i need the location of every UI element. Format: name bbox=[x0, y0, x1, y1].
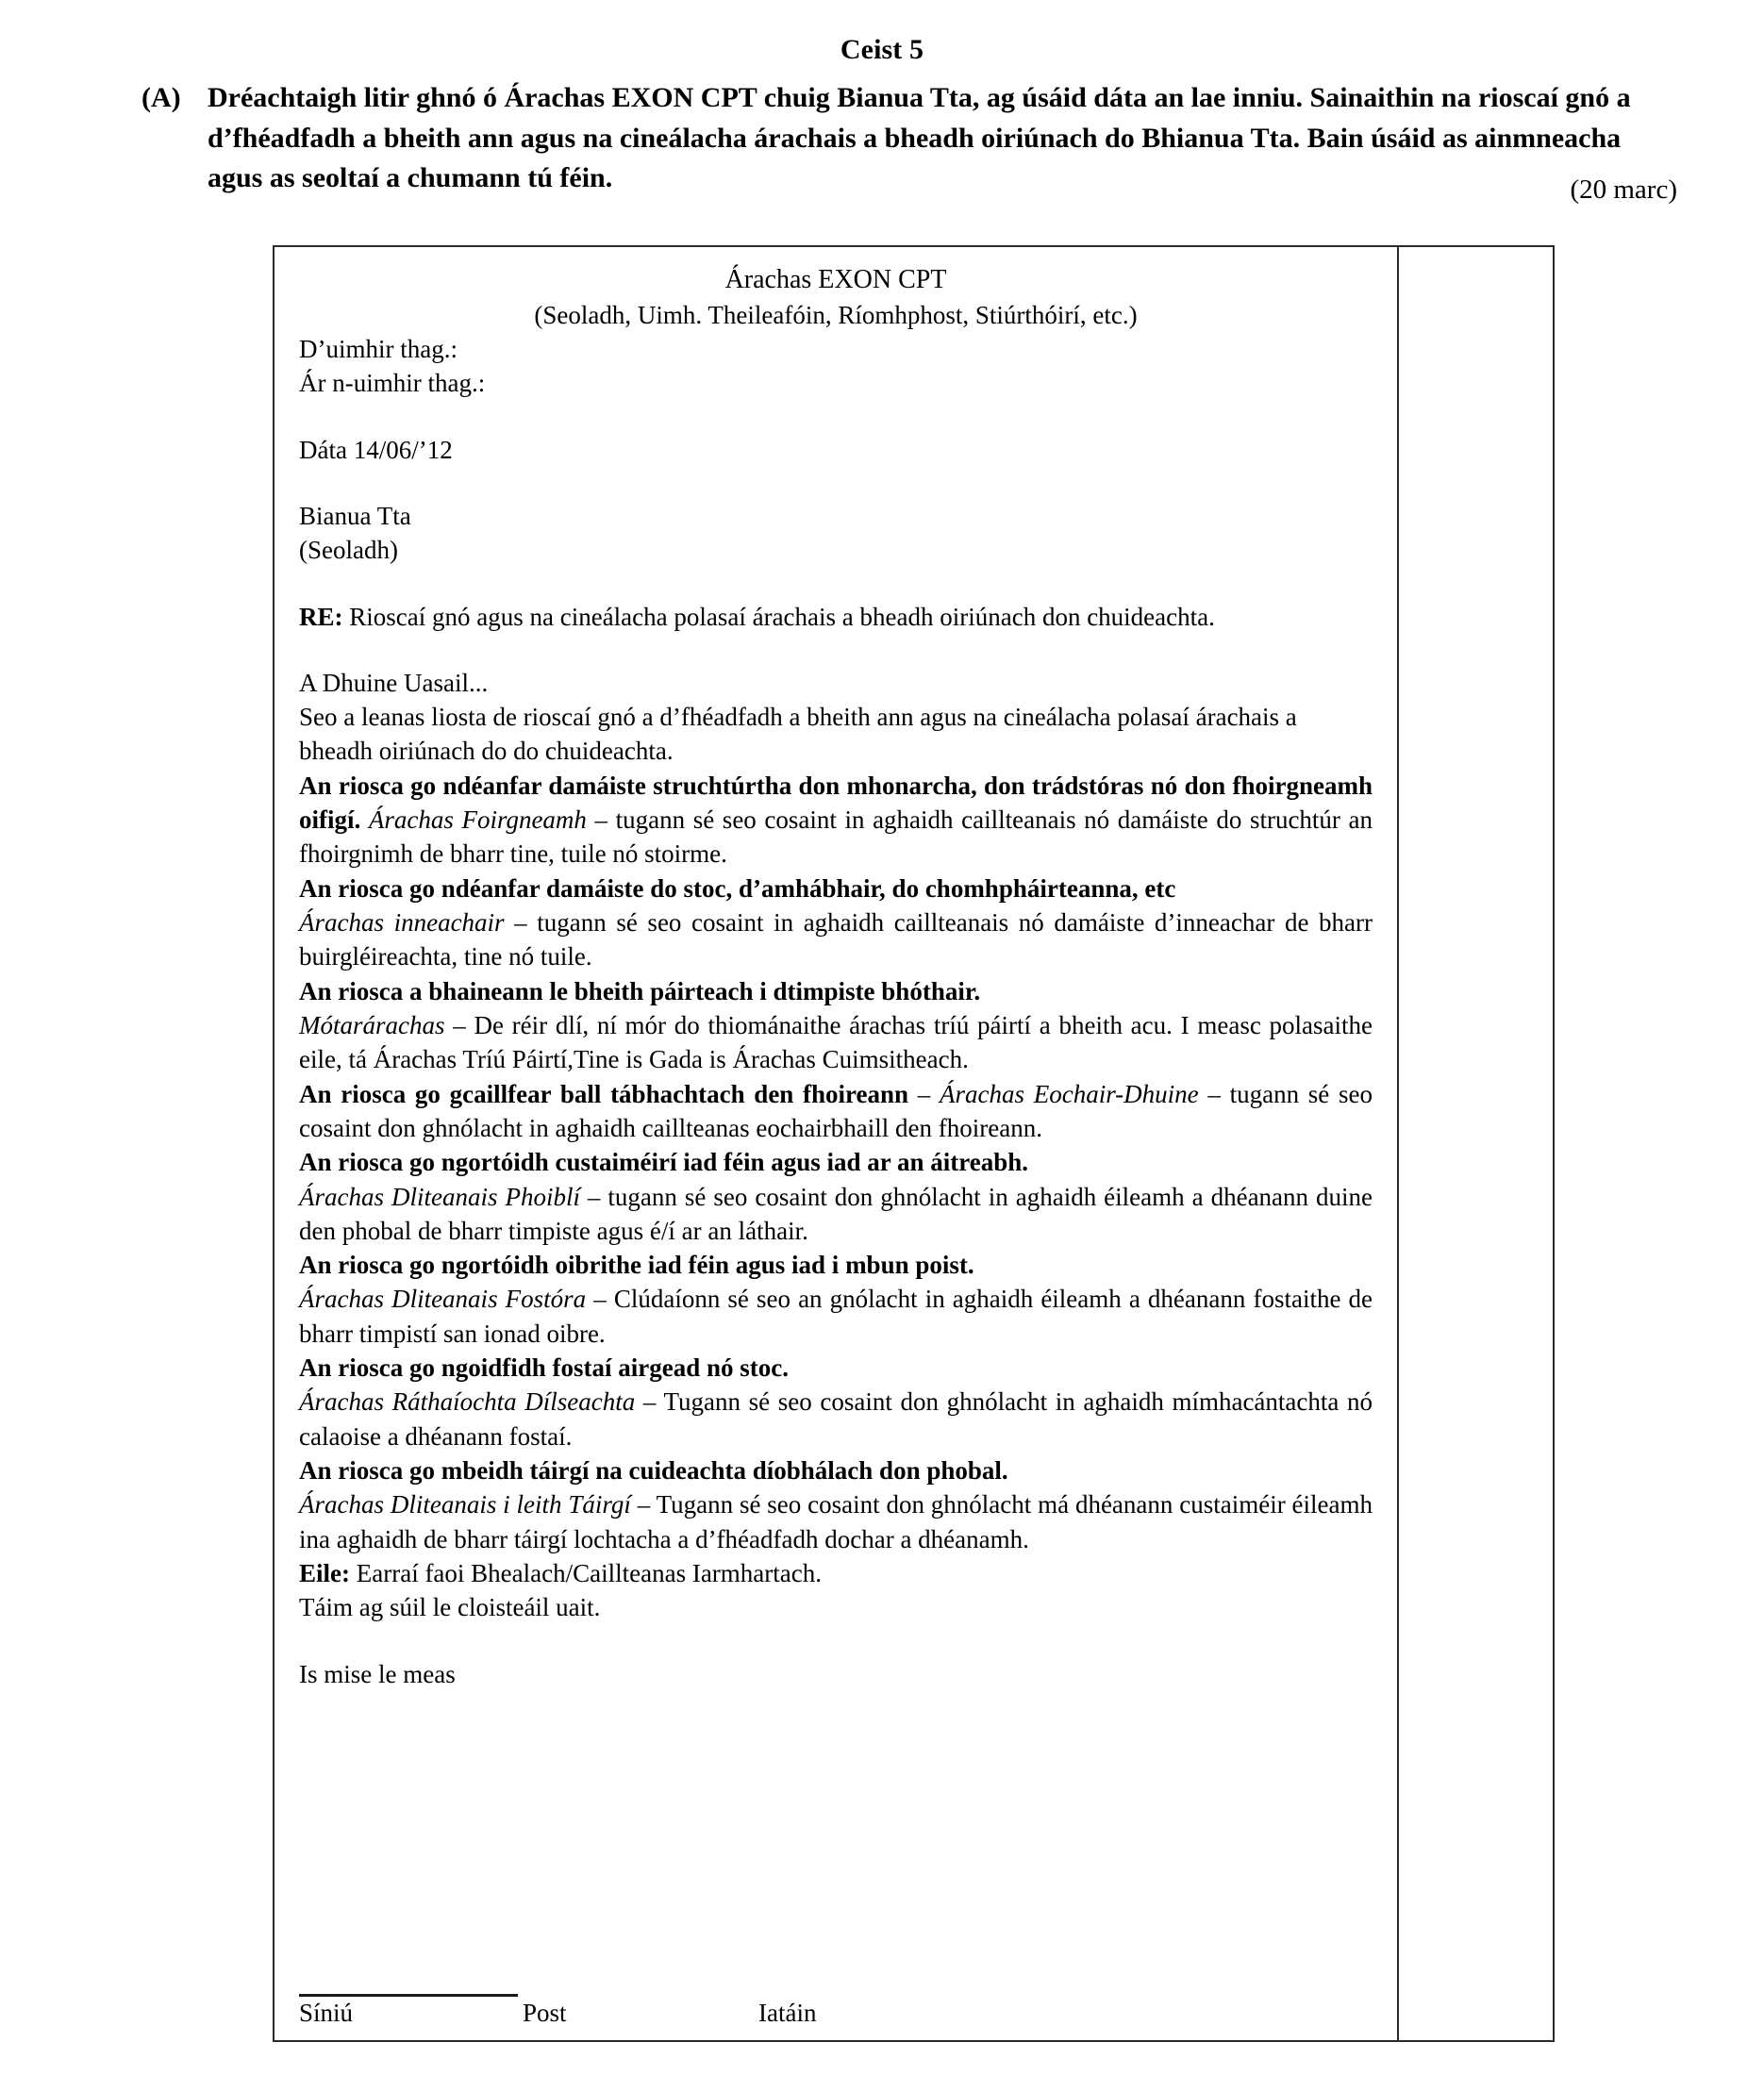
letter-date: Dáta 14/06/’12 bbox=[299, 435, 453, 464]
spacer bbox=[299, 1625, 1373, 1657]
other-label: Eile: bbox=[299, 1558, 350, 1587]
risk-heading: An riosca go ndéanfar damáiste struchtúrtha don mhonarcha, don trádstóras nó don fhoirgneamh oifigí. bbox=[299, 771, 1373, 835]
policy-description: – Clúdaíonn sé seo an gnólacht in aghaidh éileamh a dhéanann fostaithe de bharr timpistí san ionad oibre. bbox=[299, 1285, 1373, 1348]
business-letter bbox=[299, 262, 1373, 1691]
your-reference: D’uimhir thag.: bbox=[299, 334, 458, 363]
salutation: A Dhuine Uasail... bbox=[299, 668, 489, 697]
recipient-name: Bianua Tta bbox=[299, 501, 411, 530]
risk-heading: An riosca go mbeidh táirgí na cuideachta díobhálach don phobal. bbox=[299, 1456, 1008, 1486]
risk-heading: An riosca go ngortóidh oibrithe iad féin agus iad i mbun poist. bbox=[299, 1251, 974, 1280]
policy-description: – tugann sé seo cosaint in aghaidh caillteanais nó damáiste do struchtúr an fhoirgnimh de bharr tine, tuile nó stoirme. bbox=[299, 805, 1373, 869]
policy-description: – tugann sé seo cosaint in aghaidh caillteanais nó damáiste d’inneachar de bharr buirgléireachta, tine nó tuile. bbox=[299, 908, 1373, 971]
risk-heading: An riosca go ngortóidh custaiméirí iad féin agus iad ar an áitreabh. bbox=[299, 1148, 1029, 1177]
question-block bbox=[0, 78, 1764, 199]
other-risks-line bbox=[299, 1556, 1373, 1590]
policy-name: Árachas Ráthaíochta Dílseachta bbox=[299, 1387, 636, 1417]
policy-description: – Tugann sé seo cosaint don ghnólacht in aghaidh mímhacántachta nó calaoise a dhéanann fostaí. bbox=[299, 1387, 1373, 1451]
answer-column bbox=[275, 247, 1399, 2040]
our-reference: Ár n-uimhir thag.: bbox=[299, 369, 486, 398]
risk-heading: An riosca go gcaillfear ball tábhachtach den fhoireann bbox=[299, 1079, 909, 1108]
signature-rule bbox=[299, 1994, 518, 1997]
policy-name: Árachas Dliteanais Phoiblí bbox=[299, 1182, 580, 1211]
policy-name: Árachas inneachair bbox=[299, 908, 505, 938]
policy-description: – De réir dlí, ní mór do thiománaithe árachas tríú páirtí a bheith acu. I measc polasaithe eile, tá Árachas Tríú Páirtí,Tine is Gada is Árachas Cuimsitheach. bbox=[299, 1010, 1373, 1074]
subject-line bbox=[299, 600, 1373, 634]
signature-block bbox=[299, 1994, 1337, 2033]
policy-name: Mótarárachas bbox=[299, 1010, 445, 1039]
risk-item bbox=[299, 872, 1373, 974]
risk-heading: An riosca go ndéanfar damáiste do stoc, d’amhábhair, do chomhpháirteanna, etc bbox=[299, 873, 1176, 903]
spacer bbox=[299, 634, 1373, 666]
intro-paragraph: Seo a leanas liosta de rioscaí gnó a d’fhéadfadh a bheith ann agus na cineálacha polasaí árachais a bheadh oiriúnach do do chuideachta. bbox=[299, 703, 1297, 766]
signature-label: Síniú bbox=[299, 1999, 354, 2027]
subject-label: RE: bbox=[299, 602, 343, 631]
risk-item bbox=[299, 974, 1373, 1077]
sign-off: Is mise le meas bbox=[299, 1659, 456, 1688]
spacer bbox=[299, 467, 1373, 499]
risk-item bbox=[299, 1351, 1373, 1453]
risk-item bbox=[299, 1453, 1373, 1556]
spacer bbox=[299, 401, 1373, 433]
signature-labels-row bbox=[299, 1999, 1337, 2033]
policy-name: Árachas Foirgneamh bbox=[368, 805, 587, 835]
subject-text: Rioscaí gnó agus na cineálacha polasaí árachais a bheadh oiriúnach don chuideachta. bbox=[342, 602, 1215, 631]
spacer bbox=[299, 568, 1373, 600]
question-part-letter: (A) bbox=[141, 82, 181, 113]
other-text: Earraí faoi Bhealach/Caillteanas Iarmhartach. bbox=[350, 1558, 822, 1587]
marks-allocation: (20 marc) bbox=[1570, 174, 1677, 205]
policy-name: Árachas Dliteanais i leith Táirgí bbox=[299, 1490, 631, 1519]
answer-table bbox=[273, 245, 1555, 2042]
risk-item: An riosca go gcaillfear ball tábhachtach den fhoireann – Árachas Eochair-Dhuine – tugann sé seo cosaint don ghnólacht in aghaidh caillteanas eochairbhaill den fhoireann. bbox=[299, 1079, 1373, 1142]
enclosures-label: Iatáin bbox=[758, 1999, 817, 2027]
letterhead-company-details: (Seoladh, Uimh. Theileafóin, Ríomhphost, Stiúrthóirí, etc.) bbox=[534, 300, 1138, 329]
post-label: Post bbox=[523, 1999, 567, 2027]
letterhead-company-name: Árachas EXON CPT bbox=[724, 265, 947, 294]
policy-description: – tugann sé seo cosaint don ghnólacht in aghaidh caillteanas eochairbhaill den fhoireann. bbox=[299, 1079, 1373, 1142]
policy-name: Árachas Eochair-Dhuine bbox=[940, 1079, 1199, 1108]
policy-description: – tugann sé seo cosaint don ghnólacht in aghaidh éileamh a dhéanann duine den phobal de bharr timpiste agus é/í ar an láthair. bbox=[299, 1182, 1373, 1245]
risk-item bbox=[299, 1145, 1373, 1248]
question-prompt: Dréachtaigh litir ghnó ó Árachas EXON CPT chuig Bianua Tta, ag úsáid dáta an lae inniu. Sainaithin na rioscaí gnó a d’fhéadfadh a bheith ann agus na cineálacha árachais a bheadh oiriúnach do Bhianua Tta. Bain úsáid as ainmneacha agus as seoltaí a chumann tú féin. bbox=[208, 82, 1631, 194]
policy-name: Árachas Dliteanais Fostóra bbox=[299, 1285, 587, 1314]
closing-line: Táim ag súil le cloisteáil uait. bbox=[299, 1593, 601, 1622]
risk-heading: An riosca a bhaineann le bheith páirteach i dtimpiste bhóthair. bbox=[299, 976, 981, 1005]
risk-item bbox=[299, 1248, 1373, 1351]
page-title: Ceist 5 bbox=[840, 34, 924, 65]
risk-item bbox=[299, 769, 1373, 872]
policy-description: – Tugann sé seo cosaint don ghnólacht má dhéanann custaiméir éileamh ina aghaidh de bharr táirgí lochtacha a d’fhéadfadh dochar a dhéanamh. bbox=[299, 1490, 1373, 1553]
risk-heading: An riosca go ngoidfidh fostaí airgead nó stoc. bbox=[299, 1353, 790, 1383]
marking-column bbox=[1399, 247, 1553, 2040]
recipient-address: (Seoladh) bbox=[299, 536, 398, 565]
